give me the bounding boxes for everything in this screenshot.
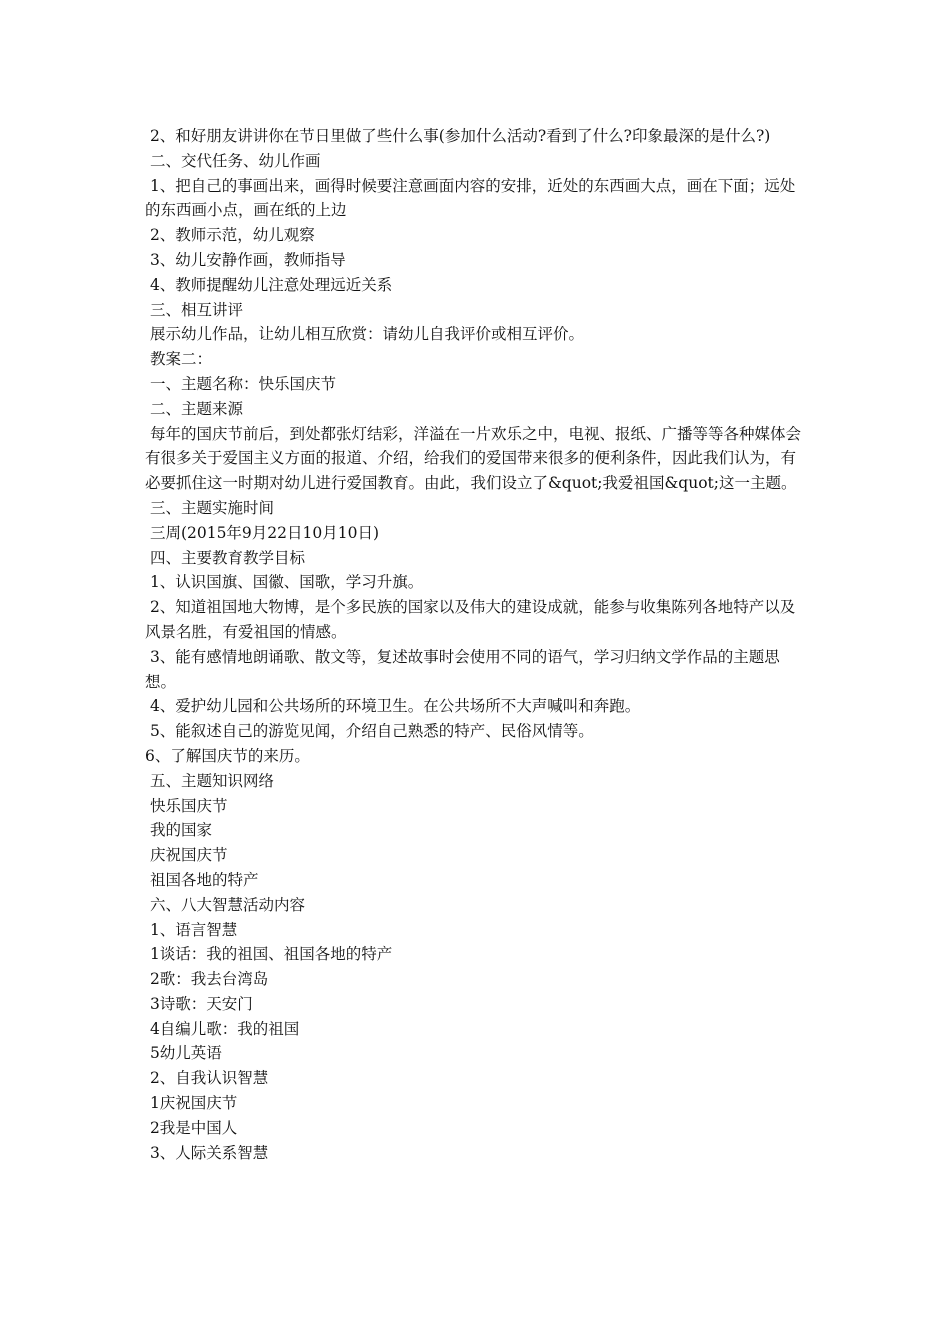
section-heading: 二、主题来源 — [145, 399, 243, 418]
text-line: 5幼儿英语 — [145, 1044, 222, 1063]
text-line: 2、自我认识智慧 — [145, 1069, 269, 1088]
text-line: 我的国家 — [145, 821, 212, 840]
text-line: 祖国各地的特产 — [145, 870, 259, 889]
section-heading: 二、交代任务、幼儿作画 — [145, 151, 321, 170]
text-line: 2歌：我去台湾岛 — [145, 970, 269, 989]
section-heading: 三、相互讲评 — [145, 300, 243, 319]
section-heading: 教案二： — [145, 350, 212, 369]
text-line: 4、教师提醒幼儿注意处理远近关系 — [145, 275, 393, 294]
text-line: 3、人际关系智慧 — [145, 1143, 269, 1162]
section-heading: 四、主要教育教学目标 — [145, 548, 305, 567]
section-heading: 一、主题名称：快乐国庆节 — [145, 374, 336, 393]
text-line: 1谈话：我的祖国、祖国各地的特产 — [145, 945, 393, 964]
text-line: 2、和好朋友讲讲你在节日里做了些什么事(参加什么活动?看到了什么?印象最深的是什么?) — [145, 127, 771, 145]
text-line: 3、幼儿安静作画，教师指导 — [145, 250, 346, 269]
text-line: 展示幼儿作品，让幼儿相互欣赏：请幼儿自我评价或相互评价。 — [145, 325, 584, 344]
text-line: 1庆祝国庆节 — [145, 1094, 238, 1113]
text-line: 3诗歌：天安门 — [145, 994, 253, 1013]
text-line: 1、认识国旗、国徽、国歌，学习升旗。 — [145, 573, 424, 592]
text-line: 2我是中国人 — [145, 1118, 238, 1137]
text-line: 6、了解国庆节的来历。 — [145, 746, 310, 765]
section-heading: 三、主题实施时间 — [145, 498, 274, 517]
text-line: 庆祝国庆节 — [145, 846, 228, 865]
text-line: 每年的国庆节前后，到处都张灯结彩，洋溢在一片欢乐之中，电视、报纸、广播等等各种媒体会有很多关于爱国主义方面的报道、介绍，给我们的爱国带来很多的便利条件，因此我们认为，有必要抓住这一时期对幼儿进行爱国教育。由此，我们设立了&quot;我爱祖国&quot;这一主题。 — [145, 424, 801, 493]
text-line: 3、能有感情地朗诵歌、散文等，复述故事时会使用不同的语气，学习归纳文学作品的主题思想。 — [145, 647, 780, 691]
text-line: 2、知道祖国地大物博，是个多民族的国家以及伟大的建设成就，能参与收集陈列各地特产以及风景名胜，有爱祖国的情感。 — [145, 598, 796, 641]
section-heading: 六、八大智慧活动内容 — [145, 895, 305, 914]
text-line: 快乐国庆节 — [145, 796, 228, 815]
text-line: 2、教师示范，幼儿观察 — [145, 226, 315, 245]
text-line: 4自编儿歌：我的祖国 — [145, 1019, 300, 1038]
text-line: 5、能叙述自己的游览见闻，介绍自己熟悉的特产、民俗风情等。 — [145, 722, 594, 741]
text-line: 4、爱护幼儿园和公共场所的环境卫生。在公共场所不大声喊叫和奔跑。 — [145, 697, 641, 716]
document-page — [145, 124, 810, 1165]
text-line: 1、语言智慧 — [145, 920, 238, 939]
text-line: 三周(2015年9月22日10月10日) — [145, 523, 380, 542]
section-heading: 五、主题知识网络 — [145, 771, 274, 790]
text-line: 1、把自己的事画出来，画得时候要注意画面内容的安排，近处的东西画大点，画在下面；远处的东西画小点，画在纸的上边 — [145, 176, 796, 220]
